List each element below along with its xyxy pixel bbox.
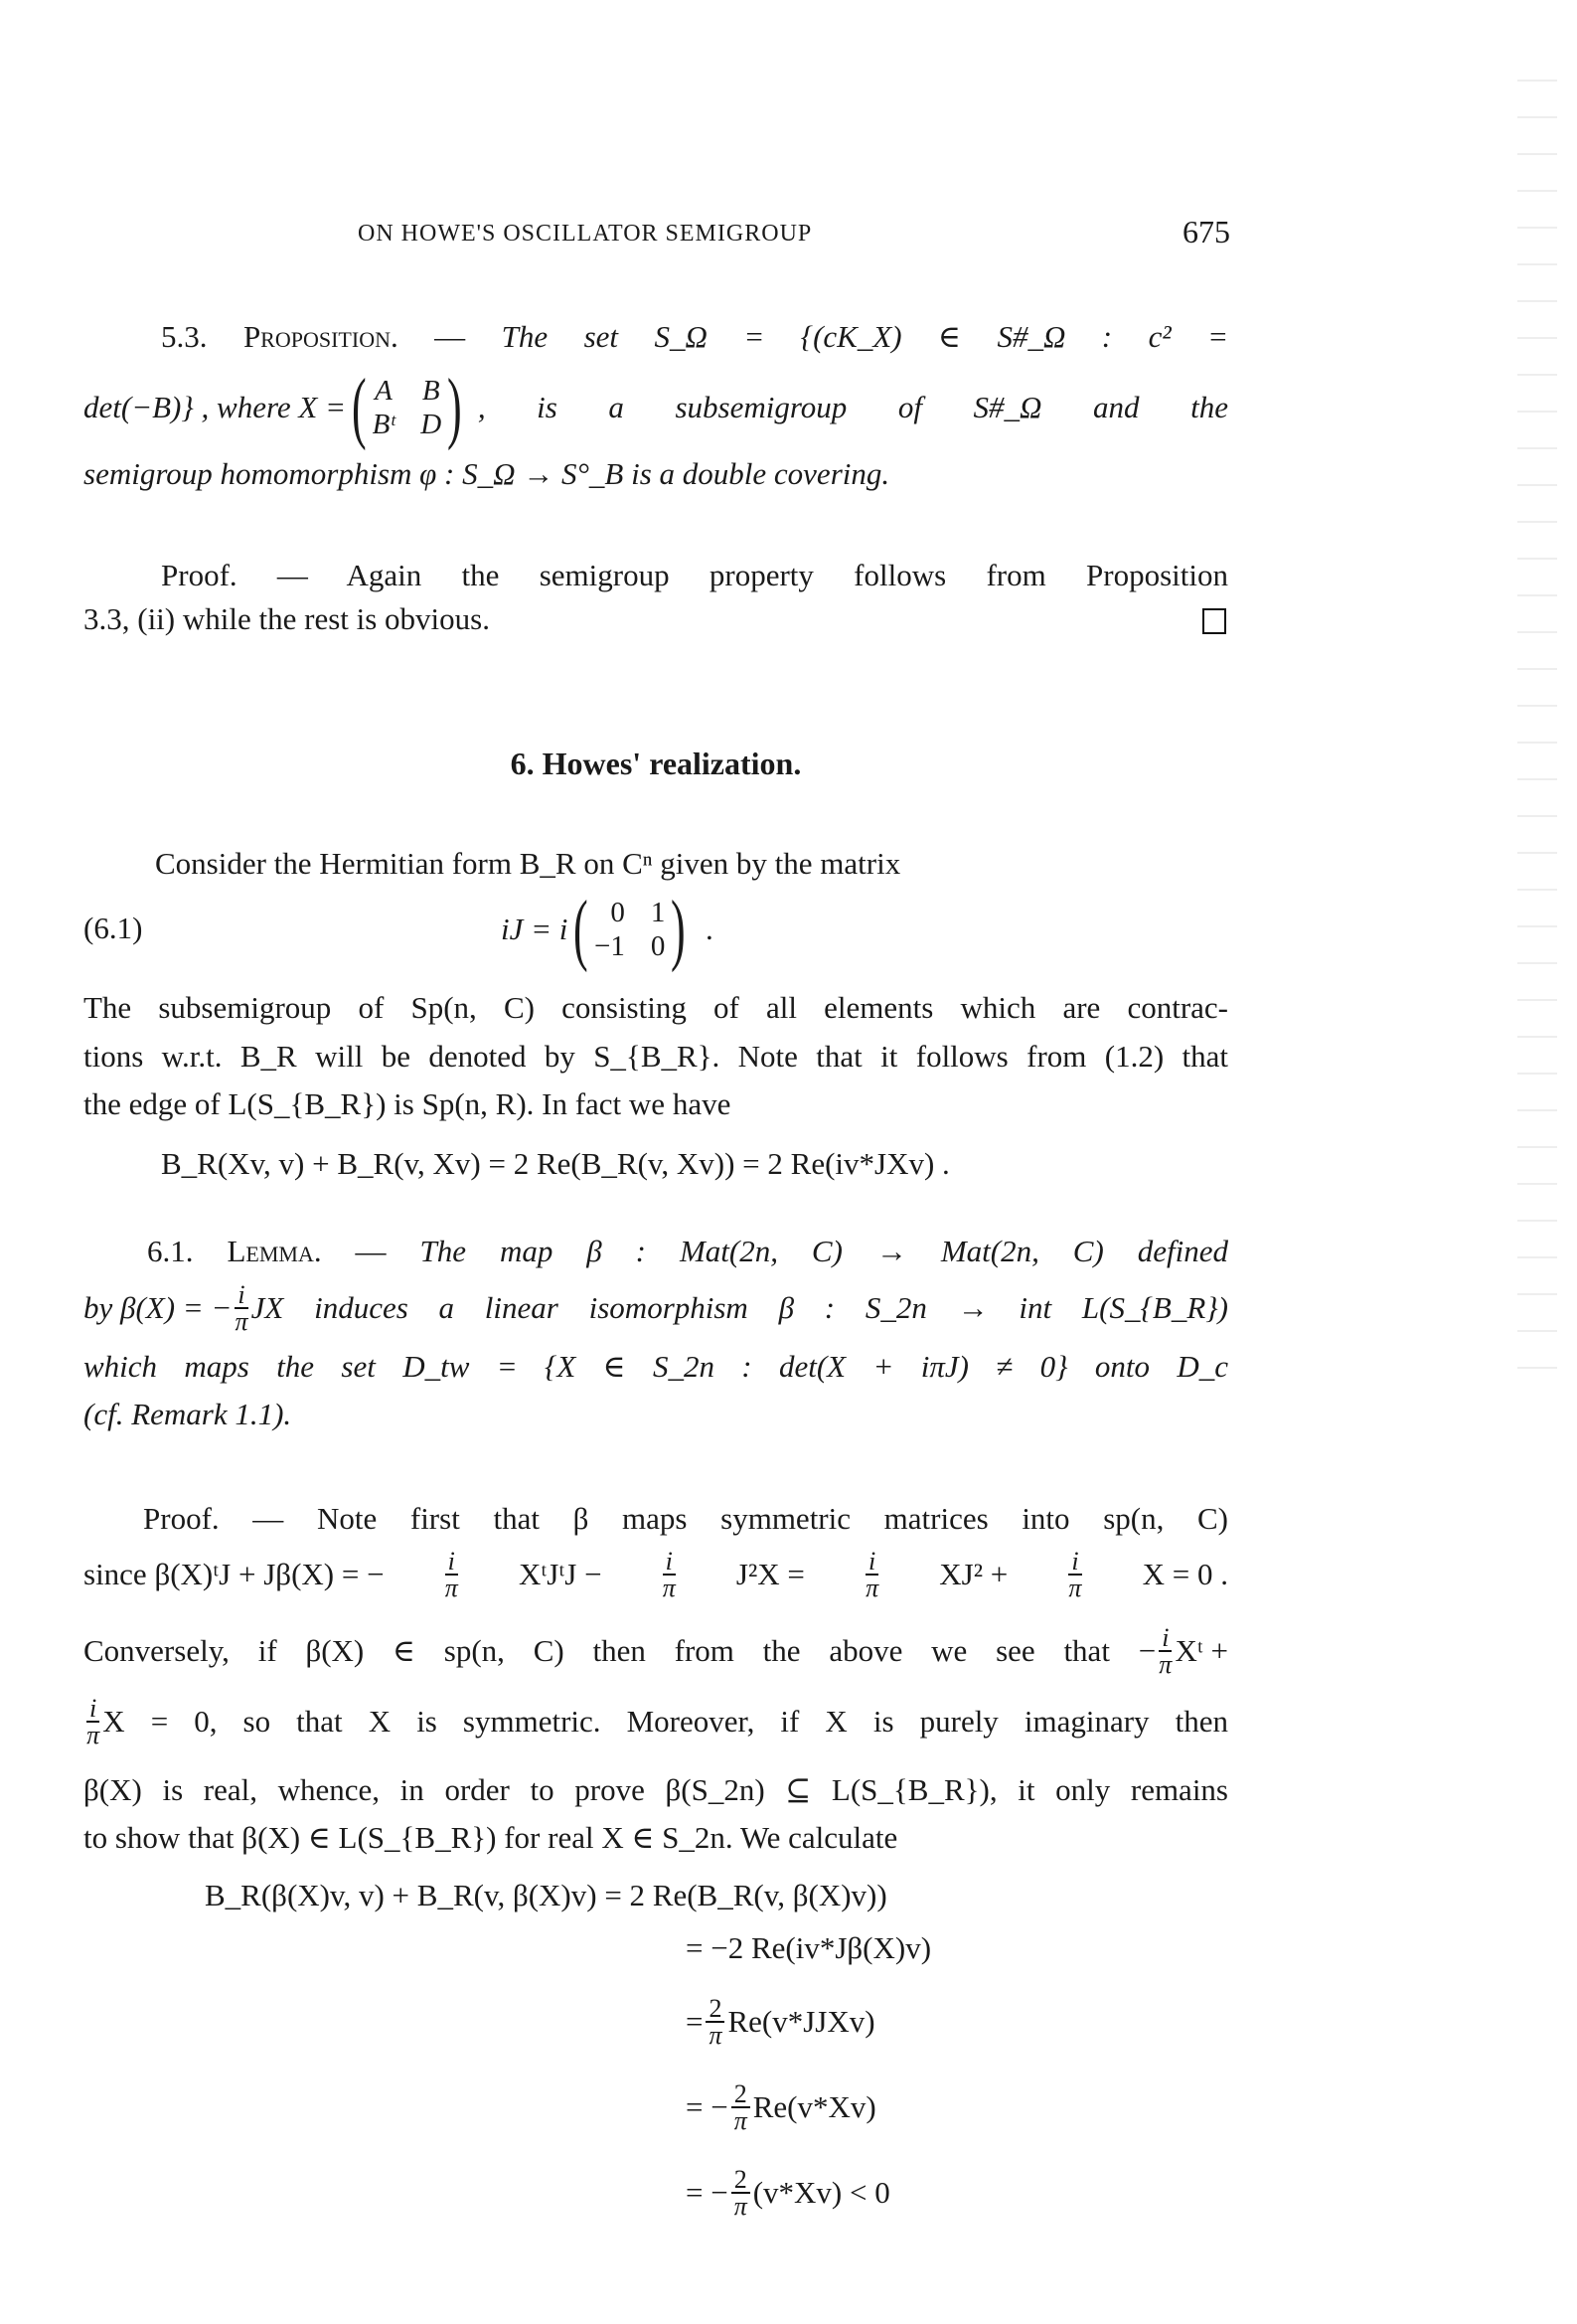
matrix-j: ( 0 1 −1 0 ): [573, 886, 687, 973]
text-fragment: Conversely, if β(X) ∈ sp(n, C) then from the above we see that −: [83, 1633, 1157, 1668]
text-fragment: JX induces a linear isomorphism β : S_2n → int L(S_{B_R}): [250, 1290, 1228, 1325]
text-fragment: = −: [686, 2089, 728, 2124]
prop-label: 5.3. Proposition. —: [161, 319, 466, 354]
text-fragment: 2: [731, 2081, 750, 2108]
text-fragment: X = 0 .: [1142, 1557, 1228, 1591]
text-fragment: i: [663, 1549, 676, 1576]
text-fragment: = −: [686, 2175, 728, 2210]
text-fragment: i: [866, 1549, 878, 1576]
prop53-line2: [83, 364, 1228, 451]
text-fragment: π: [444, 1574, 458, 1602]
matrix-x: ( A B Bᵗ D ): [351, 364, 462, 451]
lemma61-line4: (cf. Remark 1.1).: [83, 1397, 292, 1431]
text-fragment: 0: [650, 930, 666, 962]
text-fragment: D: [420, 409, 442, 440]
calc-line5: [686, 2167, 1577, 2219]
text-fragment: π: [86, 1721, 100, 1749]
text-fragment: 1: [650, 897, 666, 928]
text-fragment: since β(X)ᵗJ + Jβ(X) = −: [83, 1557, 385, 1591]
text-fragment: π: [1159, 1650, 1173, 1679]
calc-line3: [686, 1996, 1577, 2048]
running-header: ON HOWE'S OSCILLATOR SEMIGROUP: [358, 221, 813, 247]
text-fragment: Xᵗ +: [1175, 1633, 1228, 1668]
calc-line1: B_R(β(X)v, v) + B_R(v, β(X)v) = 2 Re(B_R(v, β(X)v)): [205, 1878, 887, 1912]
text-fragment: π: [662, 1574, 676, 1602]
proof53-line1: Proof. — Again the semigroup property follows from Proposition: [161, 558, 1228, 592]
text-fragment: i: [235, 1282, 247, 1309]
text-fragment: J²X =: [735, 1557, 805, 1591]
lemma61-line3: which maps the set D_tw = {X ∈ S_2n : det(X + iπJ) ≠ 0} onto D_c: [83, 1349, 1228, 1384]
lemma61-line2: [83, 1282, 1228, 1334]
prop-text: , is a subsemigroup of S#_Ω and the: [477, 390, 1228, 424]
text-fragment: B: [421, 375, 440, 407]
section-heading: 6. Howes' realization.: [510, 746, 802, 781]
text-fragment: π: [1068, 1574, 1082, 1602]
proof61-line4: [83, 1696, 1228, 1747]
text-fragment: A: [375, 375, 393, 407]
section6-equation: B_R(Xv, v) + B_R(v, Xv) = 2 Re(B_R(v, Xv)) = 2 Re(iv*JXv) .: [161, 1146, 950, 1181]
text-fragment: XᵗJᵗJ −: [518, 1557, 602, 1591]
equation-lhs: iJ = i: [501, 912, 568, 946]
text-fragment: i: [86, 1696, 99, 1723]
text-fragment: Re(v*JJXv): [727, 2004, 875, 2039]
text-fragment: i: [445, 1549, 458, 1576]
text-fragment: 2: [731, 2167, 750, 2194]
qed-symbol: [1202, 608, 1226, 634]
text-fragment: −1: [594, 930, 625, 962]
section6-line1: Consider the Hermitian form B_R on Cⁿ given by the matrix: [155, 846, 901, 881]
proof61-line5: β(X) is real, whence, in order to prove β(S_2n) ⊆ L(S_{B_R}), it only remains: [83, 1772, 1228, 1807]
equation-label: (6.1): [83, 911, 143, 945]
section6-line3: tions w.r.t. B_R will be denoted by S_{B_R}. Note that it follows from (1.2) that: [83, 1039, 1228, 1074]
text-fragment: π: [733, 2192, 747, 2221]
text-fragment: Re(v*Xv): [752, 2089, 876, 2124]
section6-line4: the edge of L(S_{B_R}) is Sp(n, R). In fact we have: [83, 1086, 731, 1121]
text-fragment: π: [235, 1307, 248, 1336]
scan-margin-noise: [1517, 80, 1557, 1372]
text-fragment: =: [686, 2004, 704, 2039]
text-fragment: π: [866, 1574, 879, 1602]
page-number: 675: [1183, 214, 1230, 249]
text-fragment: XJ² +: [939, 1557, 1009, 1591]
text-fragment: i: [1068, 1549, 1081, 1576]
section6-line2: The subsemigroup of Sp(n, C) consisting of all elements which are contrac-: [83, 990, 1228, 1025]
text-fragment: 0: [610, 897, 625, 928]
proof61-line2: [83, 1549, 1228, 1600]
text-fragment: π: [733, 2106, 747, 2135]
prop-text: det(−B)} , where X =: [83, 390, 346, 424]
proof53-line2: 3.3, (ii) while the rest is obvious.: [83, 601, 490, 636]
lemma61-line1: [83, 1233, 1228, 1270]
calc-line4: [686, 2081, 1577, 2133]
text-fragment: X = 0, so that X is symmetric. Moreover, if X is purely imaginary then: [102, 1704, 1228, 1739]
text-fragment: .: [706, 912, 713, 946]
prop53-line3: semigroup homomorphism φ : S_Ω → S°_B is a double covering.: [83, 456, 890, 491]
text-fragment: 2: [706, 1996, 724, 2023]
calc-line2: = −2 Re(iv*Jβ(X)v): [686, 1930, 932, 1965]
prop53-line1: [83, 318, 1228, 356]
proof61-line6: to show that β(X) ∈ L(S_{B_R}) for real X ∈ S_2n. We calculate: [83, 1820, 898, 1855]
text-fragment: (v*Xv) < 0: [752, 2175, 890, 2210]
equation-6-1: [83, 886, 1228, 973]
text-fragment: The map β : Mat(2n, C) → Mat(2n, C) defined: [419, 1234, 1228, 1268]
text-fragment: 6.1. Lemma. —: [147, 1234, 387, 1268]
proof61-line3: [83, 1625, 1228, 1677]
text-fragment: by β(X) = −: [83, 1290, 233, 1325]
text-fragment: i: [1159, 1625, 1172, 1652]
text-fragment: π: [709, 2021, 722, 2050]
prop-text: The set S_Ω = {(cK_X) ∈ S#_Ω : c² =: [501, 319, 1228, 354]
proof61-line1: Proof. — Note first that β maps symmetric matrices into sp(n, C): [143, 1501, 1228, 1536]
text-fragment: Bᵗ: [372, 409, 395, 440]
